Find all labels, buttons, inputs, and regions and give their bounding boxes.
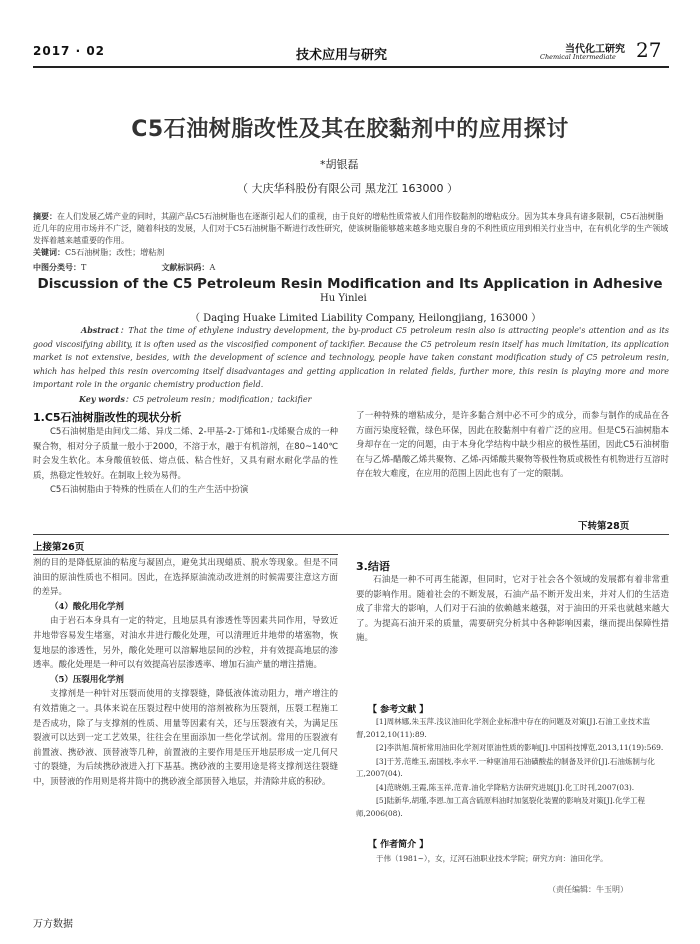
abstract-cn-text: 在人们发展乙烯产业的同时，其副产品C5石油树脂也在逐渐引起人们的重视，由于良好的增粘性质常被人们用作胶黏剂的增粘成分。因为其本身具有诸多限制，C5石油树脂近几年的应用市场并不广泛，随着科技的发展，人们对于C5石油树脂不断进行改性研究，使该树脂能够越来越多地克服自身的不利性质应用到相关行业当中，在有机化学的生产领域发挥着越来越重要的作用。 [33,212,669,245]
subheading-acidizing: （4）酸化用化学剂 [50,601,124,612]
responsible-editor: （责任编辑：牛玉明） [548,885,628,894]
keywords-cn [33,247,164,258]
footer-watermark: 万方数据 [33,919,73,930]
reference-item: [1]周林娜,朱玉萍.浅议油田化学剂企业标准中存在的问题及对策[J].石油工业技术监督,2012,10(11):89. [356,717,651,739]
abstract-en-text: That the time of ethylene industry development, the by-product C5 petroleum resin also is attracting people's attention and as its good viscosifying ability, it is often used as the viscosified component of tackifier. Because the C5 petroleum resin itself has much limitation, its application market is not extensive, besides, with the development of science and technology, people have taken constant modification study of C5 petroleum resin, which has helped this resin overcoming itself disadvantages and getting application in related fields, further more, this resin is playing more and more important role in the organic chemistry production field. [33,326,669,389]
conclusion-text: 石油是一种不可再生能源，但同时，它对于社会各个领域的发展都有着非常重要的影响作用。随着社会的不断发展，石油产品不断开发出来，并对人们的生活造成了非常大的影响，人们对于石油的依赖越来越强，对于油田的开采也就越来越大了。为提高石油开采的质量，需要研究分析其中各种影响因素，继而提出保障性措施。 [356,575,669,644]
journal-name-en: Chemical Intermediate [540,53,616,61]
section1-heading: 1.C5石油树脂改性的现状分析 [33,411,182,424]
keywords-en [33,394,311,405]
lower-left-paragraph-0: 剂的目的是降低原油的粘度与凝固点，避免其出现蜡质、脱水等现象。但是不同油田的原油性质也不相同。因此，在选择原油流动改进剂的时候需要注意这方面的差异。 [33,558,338,598]
keywords-en-text: C5 petroleum resin；modification；tackifier [132,395,312,404]
abstract-cn [33,210,669,247]
affiliation-en: （ Daqing Huake Limited Liability Company, Heilongjiang, 163000 ） [190,313,542,324]
continued-to-label: 下转第28页 [578,521,630,532]
subheading-fracturing: （5）压裂用化学剂 [50,674,124,685]
continued-from-label: 上接第26页 [33,542,85,553]
classification-line [33,262,215,273]
section1-paragraph-1: C5石油树脂是由间戊二烯、异戊二烯、2-甲基-2-丁烯和1-戊烯聚合成的一种聚合物，相对分子质量一般小于2000，不溶于水，融于有机溶剂，在80~140℃时会发生软化。本身酸值较低、熔点低、粘合性好，又具有耐水耐化学品的性质，热稳定性较好。在制取上较为易得。 [33,427,338,481]
references-list [356,716,669,821]
clc-label: 中图分类号： [33,262,81,272]
doc-code-value: A [209,263,216,272]
reference-item: [3]于芳,范维玉,南国枝,李水平.一种驱油用石油磺酸盐的制备及评价[J].石油炼制与化工,2007(04). [356,756,655,778]
acidizing-paragraph: 由于岩石本身具有一定的特定，且地层具有渗透性等因素共同作用，导致近井地带容易发生堵塞，对油水井进行酸化处理，可以清理近井地带的堵塞物，恢复地层的渗透性，另外，酸化处理可以溶解地层间的沙粒，并有效提高地层的渗透率。酸化处理是一种可以有效提高岩层渗透率、增加石油产量的增注措施。 [33,616,338,671]
clc-value: T [81,263,87,272]
doc-code-label: 文献标识码： [161,262,210,272]
abstract-en [33,324,669,392]
section1-body [33,425,338,498]
reference-item: [2]李洪旭.简析常用油田化学剂对原油性质的影响[J].中国科技博览,2013,11(19):569. [376,743,664,752]
author-bio-heading: 【 作者简介 】 [368,840,429,850]
conclusion-paragraph [356,573,669,646]
mid-divider [33,534,669,535]
author-cn: *胡银磊 [320,158,359,171]
keywords-en-label: Key words： [79,394,133,404]
reference-item: [5]陆新华,胡瑾,李恩.加工高含硫原料油时加氢裂化装置的影响及对策[J].化学工程师,2006(08). [356,796,646,818]
keywords-cn-label: 关键词： [33,247,65,257]
affiliation-cn: （ 大庆华科股份有限公司 黑龙江 163000 ） [237,182,458,195]
fracturing-paragraph: 支撑剂是一种针对压裂而使用的支撑裂缝，降低液体流动阻力，增产增注的有效措施之一。具体来说在压裂过程中使用的溶剂被称为压裂剂，压裂工程施工是否成功，除了与支撑剂的性质、用量等因素有关，还与压裂液有关，为满足压裂液可以达到一定工艺效果，往往会在里面添加一些化学试剂。常用的压裂液有前置液、携砂液、顶替液等几种，前置液的主要作用是压开地层形成一定几何尺寸的裂缝，为后续携砂液进入打下基基。携砂液的主要用途是将支撑剂送往裂缝中，顶替液的作用则是将井筒中的携砂液全部顶替入地层，并清除井底的积砂。 [33,689,338,787]
article-title-en: Discussion of the C5 Petroleum Resin Modification and Its Application in Adhesive [37,276,663,292]
issue-label: 2017 · 02 [33,44,106,58]
article-title-cn: C5石油树脂改性及其在胶黏剂中的应用探讨 [131,117,569,142]
lower-left-column [33,556,338,790]
author-en: Hu Yinlei [320,293,367,304]
section-title: 技术应用与研究 [296,48,388,63]
page-number: 27 [636,38,662,62]
abstract-cn-label: 摘要： [33,211,57,221]
section1-right-paragraph: 了一种特殊的增粘成分，是许多黏合剂中必不可少的成分，而参与制作的成品在各方面污染度轻微，绿色环保，因此在胶黏剂中有着广泛的应用。但是C5石油树脂本身却存在一定的问题，由于本身化学结构中缺少相应的极性基团，因此C5石油树脂在与乙烯-醋酸乙烯共聚物、乙烯-丙烯酸共聚物等极性物质或极性有机物进行互溶时存在较大难度，在应用的范围上因此也有了一定的限制。 [356,411,669,480]
keywords-cn-text: C5石油树脂；改性；增粘剂 [65,248,165,257]
mid-divider-left [33,554,338,555]
section1-paragraph-2: C5石油树脂由于特殊的性质在人们的生产生活中扮演 [50,485,249,496]
reference-item: [4]范晓娟,王霞,陈玉祥,范青.油化学降粘方法研究进展[J].化工时刊,2007(03). [376,782,635,792]
abstract-en-label: Abstract： [81,325,129,335]
header-divider [33,66,669,68]
references-heading: 【 参考文献 】 [368,705,429,715]
author-bio: 于伟（1981~），女，辽河石油职业技术学院；研究方向：油田化学。 [376,854,608,863]
journal-name-cn: 当代化工研究 [565,44,625,55]
conclusion-heading: 3.结语 [356,560,390,573]
